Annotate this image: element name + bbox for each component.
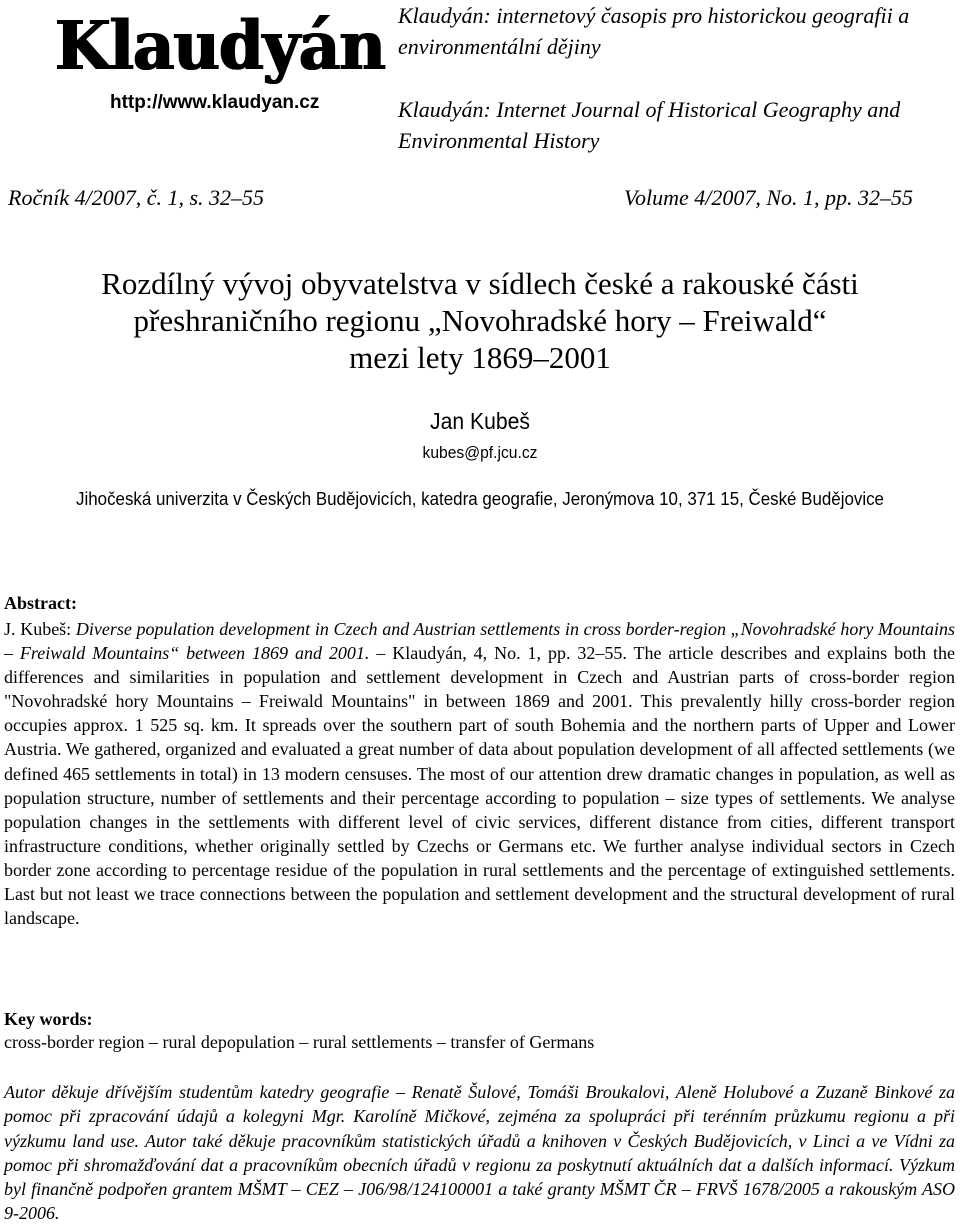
- abstract-citation: – Klaudyán, 4, No. 1, pp. 32–55.: [369, 643, 634, 664]
- article-title-line: přeshraničního regionu „Novohradské hory – Freiwald“: [133, 303, 827, 338]
- keywords-text: cross-border region – rural depopulation – rural settlements – transfer of Germans: [4, 1032, 595, 1052]
- abstract-title-en: Diverse population development in Czech and Austrian settlements in cross border-region „Novohradské hory Mountains – Freiwald Mountains“ between 1869 and 2001.: [4, 619, 955, 664]
- abstract-heading: Abstract:: [4, 593, 77, 613]
- logo-wordmark: Klaudyán: [55, 7, 385, 86]
- article-title-line: mezi lety 1869–2001: [349, 340, 611, 375]
- acknowledgement: Autor děkuje dřívějším studentům katedry geografie – Renatě Šulové, Tomáši Broukalovi, Aleně Holubové a Zuzaně Binkové za pomoc při zpracování údajů a kolegyni Mgr. Karolíně Mičkové, zejména za spolupráci při terénním průzkumu regionu a při výzkumu land use. Autor také děkuje pracovníkům statistických úřadů a knihoven v Českých Budějovicích, v Linci a ve Vídni za pomoc při shromažďování dat a pracovníkům obecních úřadů v regionu za poskytnutí aktuálních dat a dalších informací. Výzkum byl finančně podpořen grantem MŠMT – CEZ – J06/98/124100001 a také granty MŠMT ČR – FRVŠ 1678/2005 a rakouským ASO 9-2006.: [4, 1082, 955, 1224]
- journal-title-en: Klaudyán: Internet Journal of Historical Geography and Environmental History: [398, 97, 901, 153]
- journal-header: [398, 0, 958, 156]
- logo-url: http://www.klaudyan.cz: [110, 92, 320, 113]
- article-title-line: Rozdílný vývoj obyvatelstva v sídlech české a rakouské části: [101, 266, 859, 301]
- keywords-heading: Key words:: [4, 1009, 93, 1029]
- article-title: [0, 265, 960, 376]
- abstract-body: The article describes and explains both the differences and similarities in population and settlement development in Czech and Austrian parts of cross-border region "Novohradské hory Mountains – Freiwald Mountains" in between 1869 and 2001. This prevalently hilly cross-border region occupies approx. 1 525 sq. km. It spreads over the southern part of south Bohemia and the northern parts of Upper and Lower Austria. We gathered, organized and evaluated a great number of data about population development of all affected settlements (we defined 465 settlements in total) in 13 modern censuses. The most of our attention drew dramatic changes in population, as well as population structure, number of settlements and their percentage according to population – size types of settlements. We analyse population changes in the settlements with different level of civic services, different distance from cities, different transport infrastructure conditions, whether originally settled by Czechs or Germans etc. We further analyse individual sectors in Czech border zone according to percentage residue of the population in rural settlements and the percentage of extinguished settlements. Last but not least we trace connections between the population and settlement development and the structural development of rural landscape.: [4, 643, 955, 929]
- abstract-text: [4, 617, 955, 930]
- volume-info-en: Volume 4/2007, No. 1, pp. 32–55: [624, 185, 914, 210]
- volume-info-cz: Ročník 4/2007, č. 1, s. 32–55: [8, 185, 265, 210]
- journal-title-cz: Klaudyán: internetový časopis pro historickou geografii a environmentální dějiny: [398, 3, 910, 59]
- author-email: kubes@pf.jcu.cz: [422, 443, 538, 462]
- author-name: Jan Kubeš: [429, 408, 530, 434]
- journal-logo: [55, 7, 385, 118]
- abstract-author-ref: J. Kubeš:: [4, 619, 76, 639]
- author-affiliation: Jihočeská univerzita v Českých Budějovicích, katedra geografie, Jeronýmova 10, 371 15, České Budějovice: [76, 489, 884, 509]
